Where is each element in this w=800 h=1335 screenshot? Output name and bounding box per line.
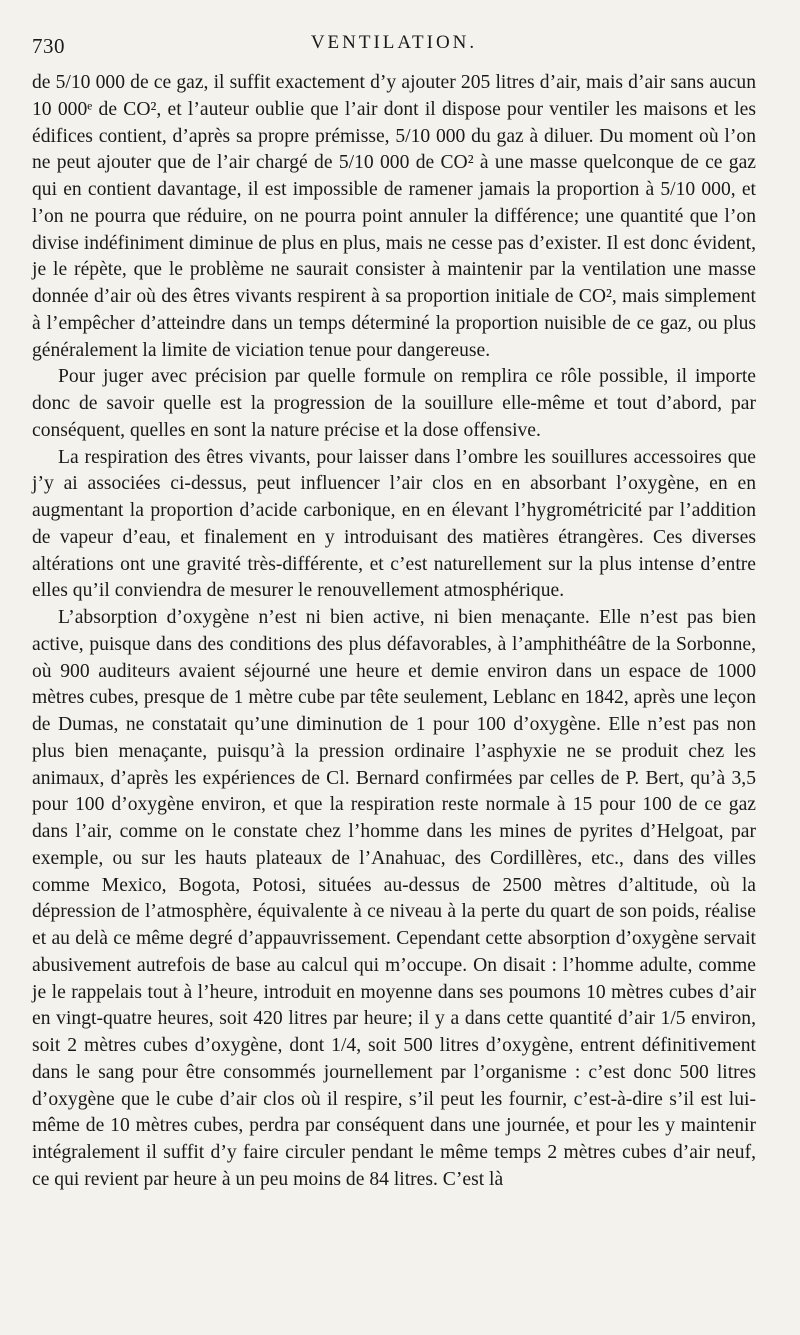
page-header <box>32 26 756 70</box>
page-number: 730 <box>32 34 65 58</box>
paragraph: Pour juger avec précision par quelle formule on remplira ce rôle possible, il importe donc de savoir quelle est la progression de la souillure elle-même et tout d’abord, par conséquent, quelles en sont la nature précise et la dose offensive. <box>32 366 756 441</box>
running-title: VENTILATION. <box>310 32 478 53</box>
paragraph-continued: de 5/10 000 de ce gaz, il suffit exactement d’y ajouter 205 litres d’air, mais d’air sans aucun 10 000ᵉ de CO², et l’auteur oublie que l’air dont il dispose pour ventiler les maisons et les édifices contient, d’après sa propre prémisse, 5/10 000 du gaz à diluer. Du moment où l’on ne peut ajouter que de l’air chargé de 5/10 000 de CO² à une masse quelconque de ce gaz qui en contient davantage, il est impossible de ramener jamais la proportion à 5/10 000, et l’on ne pourra que réduire, on ne pourra point annuler la différence; une quantité que l’on divise indéfiniment diminue de plus en plus, mais ne cesse pas d’exister. Il est donc évident, je le répète, que le problème ne saurait consister à maintenir par la ventilation une masse donnée d’air où des êtres vivants respirent à sa proportion initiale de CO², mais simplement à l’empêcher d’atteindre dans un temps déterminé la proportion nuisible de ce gaz, ou plus généralement la limite de viciation tenue pour dangereuse. <box>32 72 756 361</box>
body-text <box>32 70 756 1194</box>
paragraph: L’absorption d’oxygène n’est ni bien active, ni bien menaçante. Elle n’est pas bien active, puisque dans des conditions des plus défavorables, à l’amphithéâtre de la Sorbonne, où 900 auditeurs avaient séjourné une heure et demie environ dans un espace de 1000 mètres cubes, presque de 1 mètre cube par tête seulement, Leblanc en 1842, après une leçon de Dumas, ne constatait qu’une diminution de 1 pour 100 d’oxygène. Elle n’est pas non plus bien menaçante, puisqu’à la pression ordinaire l’asphyxie ne se produit chez les animaux, d’après les expériences de Cl. Bernard confirmées par celles de P. Bert, qu’à 3,5 pour 100 d’oxygène environ, et que la respiration reste normale à 15 pour 100 de ce gaz dans l’air, comme on le constate chez l’homme dans les mines de pyrites d’Helgoat, par exemple, ou sur les hauts plateaux de l’Anahuac, des Cordillères, etc., dans des villes comme Mexico, Bogota, Potosi, situées au-dessus de 2500 mètres d’altitude, où la dépression de l’atmosphère, équivalente à ce niveau à la perte du quart de son poids, réalise et au delà ce même degré d’appauvrissement. Cependant cette absorption d’oxygène servait abusivement autrefois de base au calcul qui m’occupe. On disait : l’homme adulte, comme je le rappelais tout à l’heure, introduit en moyenne dans ses poumons 10 mètres cubes d’air en vingt-quatre heures, soit 420 litres par heure; il y a dans cette quantité d’air 1/5 environ, soit 2 mètres cubes d’oxygène, dont 1/4, soit 500 litres d’oxygène, entrent définitivement dans le sang pour être consommés journellement par l’organisme : c’est donc 500 litres d’oxygène que le cube d’air clos où il respire, s’il peut les fournir, c’est-à-dire s’il est lui-même de 10 mètres cubes, perdra par conséquent dans une journée, et pour les y maintenir intégralement il suffit d’y faire circuler pendant le même temps 2 mètres cubes d’air neuf, ce qui revient par heure à un peu moins de 84 litres. C’est là <box>32 607 756 1190</box>
paragraph: La respiration des êtres vivants, pour laisser dans l’ombre les souillures accessoires que j’y ai associées ci-dessus, peut influencer l’air clos en en absorbant l’oxygène, en en augmentant la proportion d’acide carbonique, en en élevant l’hygrométricité par l’addition de vapeur d’eau, et finalement en y introduisant des matières étrangères. Ces diverses altérations ont une gravité très-différente, et c’est naturellement sur la plus intense d’entre elles qu’il conviendra de mesurer le renouvellement atmosphérique. <box>32 446 756 602</box>
